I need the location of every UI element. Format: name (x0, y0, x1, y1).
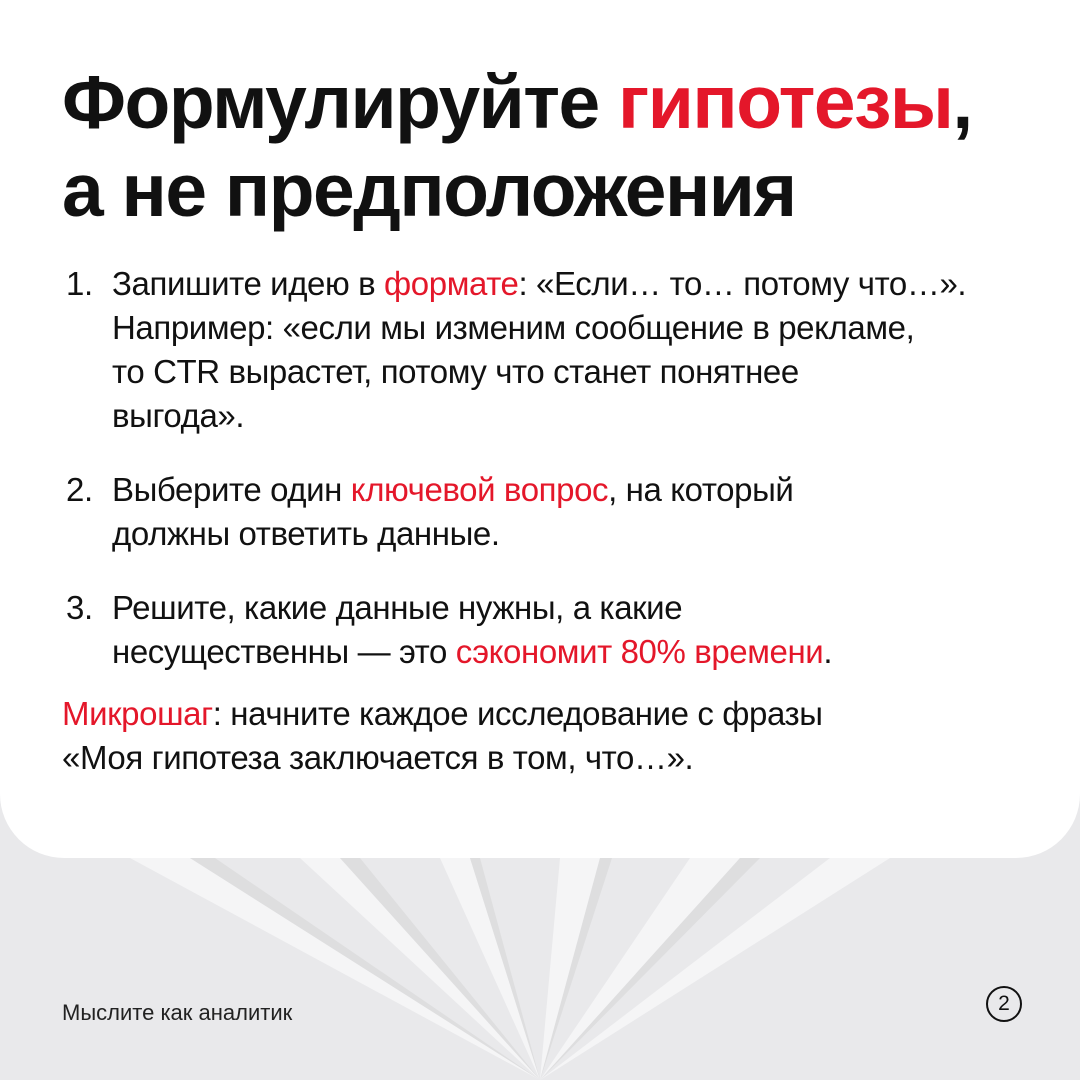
step-number: 2. (66, 471, 93, 508)
step-line (112, 630, 1042, 674)
step-text: . (823, 633, 833, 670)
step-accent: сэкономит 80% времени (455, 633, 824, 670)
step-line: выгода». (112, 397, 245, 434)
step-line: Решите, какие данные нужны, а какие (112, 589, 683, 626)
step-number: 1. (66, 265, 93, 302)
title-line-2: а не предположения (62, 148, 796, 232)
footer-series-label: Мыслите как аналитик (62, 1000, 293, 1025)
step-accent: ключевой вопрос (350, 471, 609, 508)
micro-label: Микрошаг (62, 695, 213, 732)
micro-line: «Моя гипотеза заключается в том, что…». (62, 739, 694, 776)
step-text: Выберите один (112, 471, 351, 508)
step-accent: формате (384, 265, 519, 302)
micro-step-note (62, 692, 823, 780)
step-line (112, 262, 1042, 306)
title-suffix: , (952, 60, 972, 144)
steps-list (62, 262, 1042, 674)
micro-line (62, 692, 823, 736)
step-line (112, 468, 1042, 512)
title-prefix: Формулируйте (62, 60, 619, 144)
micro-text: : начните каждое исследование с фразы (212, 695, 823, 732)
step-text: несущественны — это (112, 633, 456, 670)
step-item-3 (62, 586, 1042, 674)
step-text: , на который (608, 471, 794, 508)
step-line: Например: «если мы изменим сообщение в рекламе, (112, 309, 915, 346)
title-line-1 (62, 58, 972, 146)
step-number: 3. (66, 589, 93, 626)
step-line: то CTR вырастет, потому что станет понятнее (112, 353, 799, 390)
step-item-1 (62, 262, 1042, 438)
page-title (62, 58, 972, 234)
page-number-badge: 2 (986, 986, 1022, 1022)
step-text: : «Если… то… потому что…». (518, 265, 967, 302)
step-item-2 (62, 468, 1042, 556)
step-text: Запишите идею в (112, 265, 385, 302)
title-accent: гипотезы (618, 60, 953, 144)
step-line: должны ответить данные. (112, 515, 500, 552)
